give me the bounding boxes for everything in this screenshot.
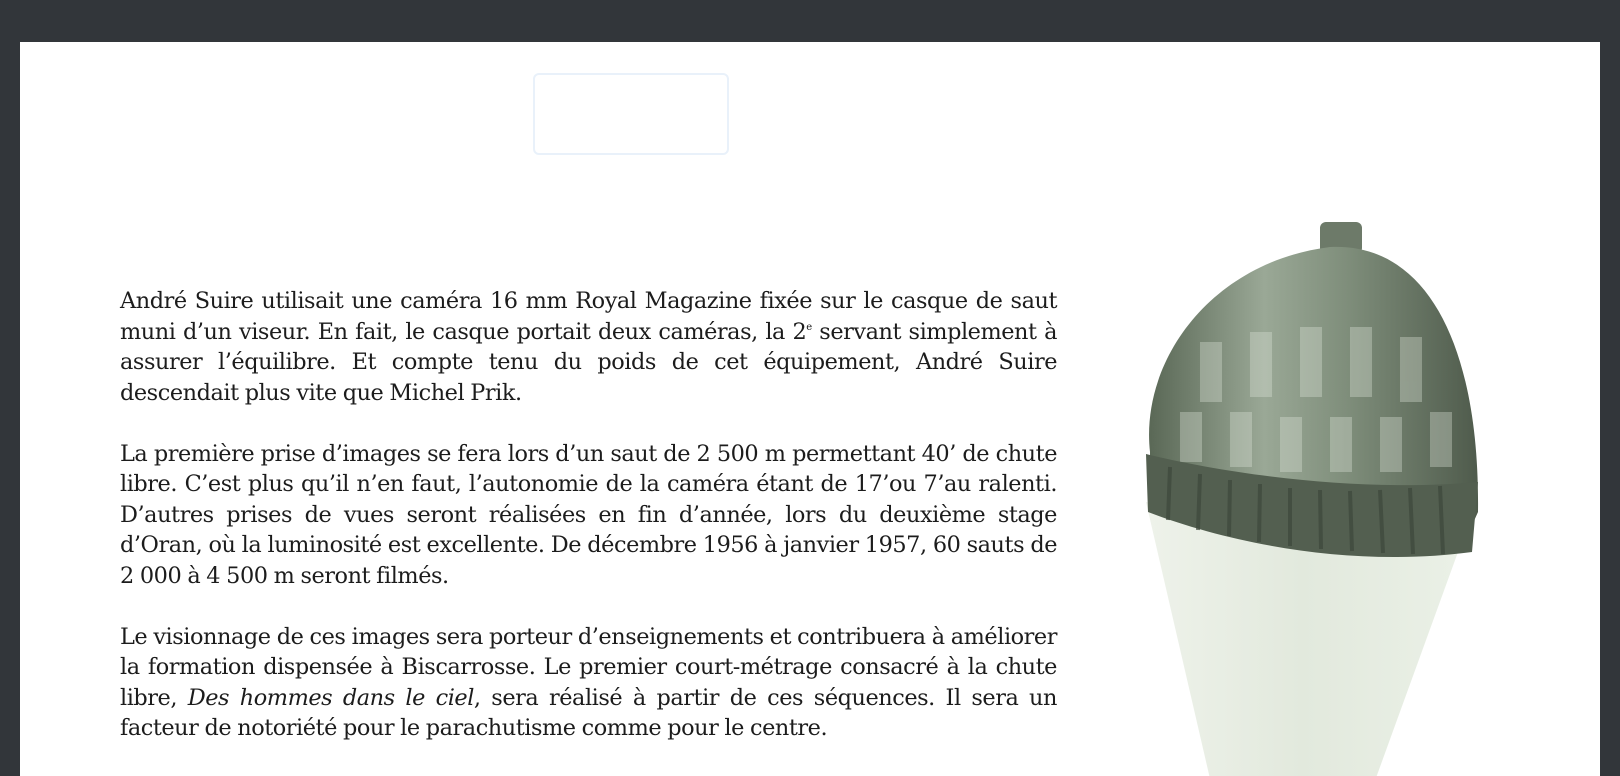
paragraph [120, 286, 1057, 408]
knit-cap-figure [1140, 222, 1500, 776]
paragraph [120, 439, 1057, 592]
film-title: Des hommes dans le ciel [187, 684, 474, 711]
text-run: , sera réalisé à partir de ces séquences. Il sera un facteur de notoriété pour le parachutisme comme pour le centre. [120, 684, 1057, 741]
body-text [120, 286, 1057, 744]
superscript: e [806, 321, 812, 333]
empty-form-field[interactable] [533, 73, 729, 155]
text-run: André Suire utilisait une caméra 16 mm Royal Magazine fixée sur le casque de saut muni d’un viseur. En fait, le casque portait deux caméras, la 2 [120, 288, 1057, 345]
knit-cap-icon [1140, 222, 1500, 776]
text-run: La première prise d’images se fera lors d’un saut de 2 500 m permettant 40’ de chute libre. C’est plus qu’il n’en faut, l’autonomie de la caméra étant de 17’ou 7’au ralenti. D’autres prises de vues seront réalisées en fin d’année, lors du deuxième stage d’Oran, où la luminosité est excellente. De décembre 1956 à janvier 1957, 60 sauts de 2 000 à 4 500 m seront filmés. [120, 440, 1057, 589]
text-run: Le visionnage de ces images sera porteur d’enseignements et contribuera à améliorer la formation dispensée à Biscarrosse. Le premier court-métrage consacré à la chute libre, [120, 623, 1057, 711]
paragraph [120, 622, 1057, 744]
document-page [20, 42, 1600, 776]
text-run: servant simplement à assurer l’équilibre. Et compte tenu du poids de cet équipement, André Suire descendait plus vite que Michel Prik. [120, 318, 1057, 406]
